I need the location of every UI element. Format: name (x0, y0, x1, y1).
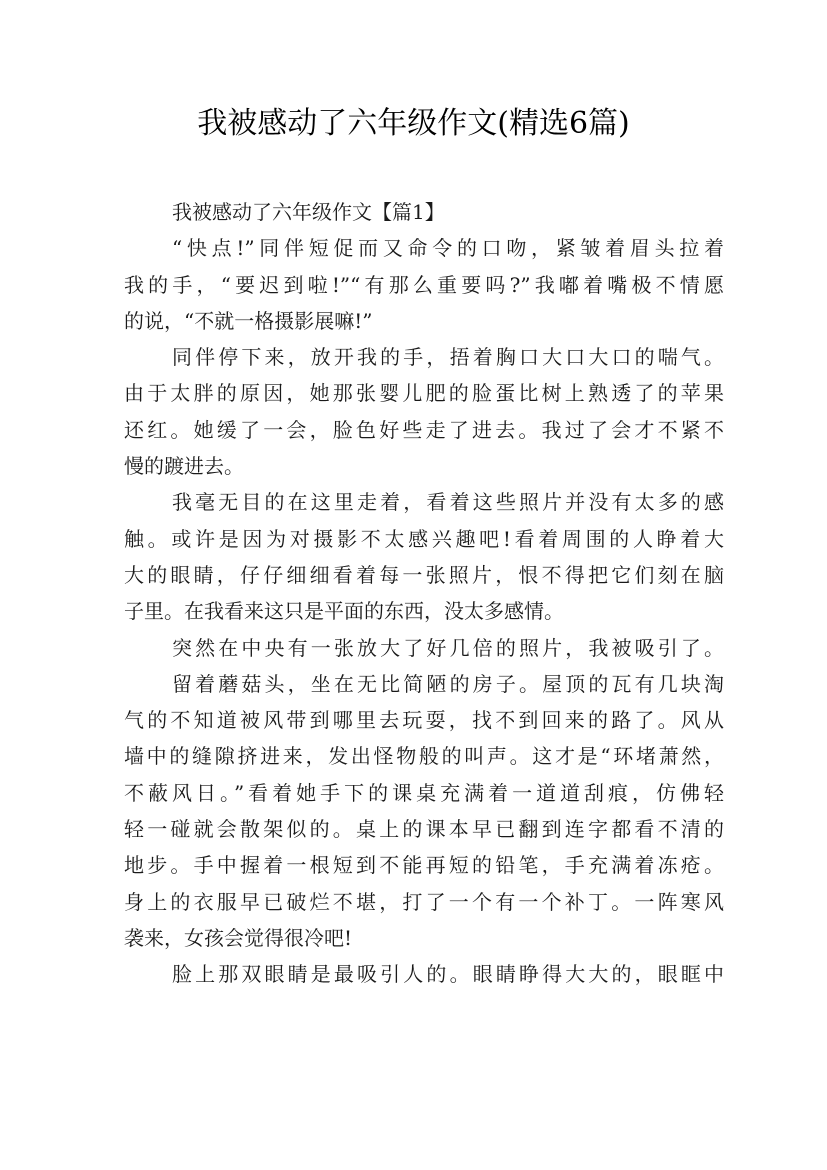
text-line: 同伴停下来，放开我的手，捂着胸口大口大口的喘气。 (172, 345, 724, 370)
text-line: 大的眼睛，仔仔细细看着每一张照片，恨不得把它们刻在脑 (124, 562, 724, 587)
text-line: 地步。手中握着一根短到不能再短的铅笔，手充满着冻疮。 (124, 853, 724, 878)
text-line: 突然在中央有一张放大了好几倍的照片，我被吸引了。 (172, 635, 724, 660)
text-line: 气的不知道被风带到哪里去玩耍，找不到回来的路了。风从 (124, 708, 724, 733)
text-line: 轻一碰就会散架似的。桌上的课本早已翻到连字都看不清的 (124, 817, 724, 842)
text-line: 不蔽风日。”看着她手下的课桌充满着一道道刮痕，仿佛轻 (124, 780, 724, 805)
section-heading: 我被感动了六年级作文【篇1】 (172, 200, 445, 224)
text-line: 子里。在我看来这只是平面的东西，没太多感情。 (124, 599, 564, 624)
text-line: 的说，“不就一格摄影展嘛!” (124, 308, 373, 333)
text-line: 触。或许是因为对摄影不太感兴趣吧!看着周围的人睁着大 (124, 526, 724, 551)
text-line: 慢的踱进去。 (124, 454, 244, 479)
text-line: “快点!”同伴短促而又命令的口吻，紧皱着眉头拉着 (172, 236, 724, 261)
document-title: 我被感动了六年级作文(精选6篇) (197, 106, 630, 141)
text-line: 墙中的缝隙挤进来，发出怪物般的叫声。这才是“环堵萧然， (124, 744, 724, 769)
document-body (124, 194, 724, 993)
text-line: 脸上那双眼睛是最吸引人的。眼睛睁得大大的，眼眶中 (172, 962, 724, 987)
text-line: 身上的衣服早已破烂不堪，打了一个有一个补丁。一阵寒风 (124, 889, 724, 914)
text-line: 袭来，女孩会觉得很冷吧! (124, 925, 353, 950)
text-line: 留着蘑菇头，坐在无比简陋的房子。屋顶的瓦有几块淘 (172, 671, 724, 696)
text-line: 由于太胖的原因，她那张婴儿肥的脸蛋比树上熟透了的苹果 (124, 381, 724, 406)
text-line: 我毫无目的在这里走着，看着这些照片并没有太多的感 (172, 490, 724, 515)
text-line: 还红。她缓了一会，脸色好些走了进去。我过了会才不紧不 (124, 417, 724, 442)
text-line: 我的手，“要迟到啦!”“有那么重要吗?”我嘟着嘴极不情愿 (124, 272, 724, 297)
